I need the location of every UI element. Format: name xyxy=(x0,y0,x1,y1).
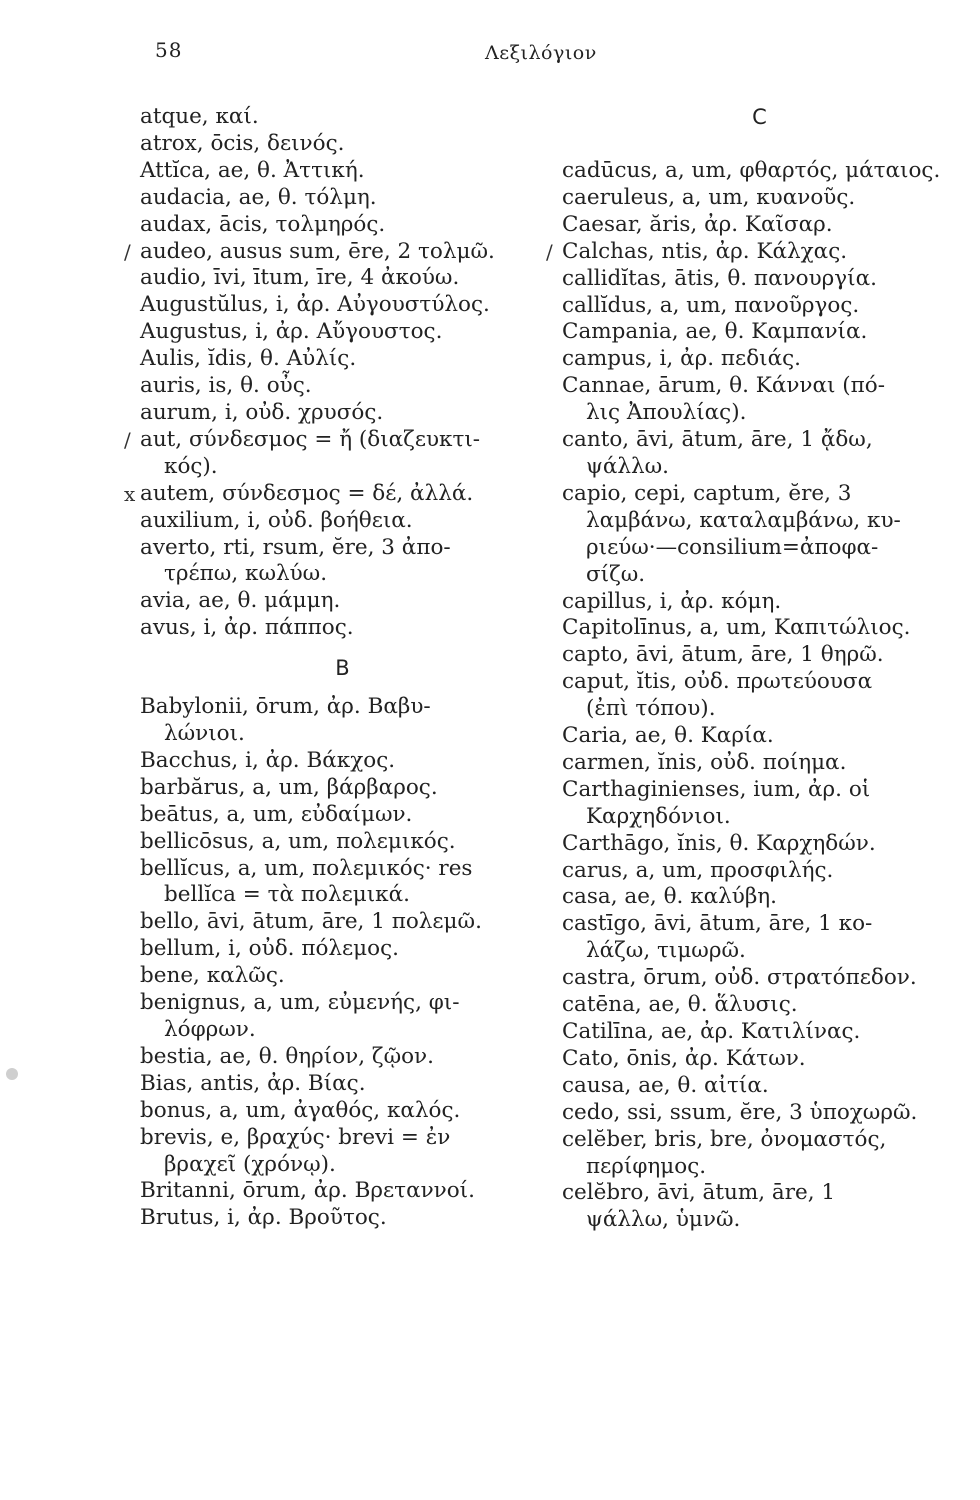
dictionary-entry xyxy=(562,481,957,535)
right-column xyxy=(546,104,957,1234)
dictionary-entry xyxy=(562,884,957,911)
entry-line: callĭdus, a, um, πανοῦργος. xyxy=(562,292,860,318)
entry-line: auxilium, i, οὐδ. βοήθεια. xyxy=(140,507,413,533)
dictionary-entry xyxy=(546,238,957,266)
dictionary-entry xyxy=(562,589,957,616)
entry-line: bene, καλῶς. xyxy=(140,963,285,989)
dictionary-entry xyxy=(140,185,545,212)
dictionary-entry xyxy=(140,990,545,1044)
entry-line: benignus, a, um, εὐμενής, φι- xyxy=(140,990,460,1016)
running-head: Λεξιλόγιον xyxy=(485,42,597,64)
entry-line: castīgo, āvi, ātum, āre, 1 κο- xyxy=(562,911,873,937)
dictionary-entry xyxy=(140,292,545,319)
entry-line: catēna, ae, θ. ἅλυσις. xyxy=(562,992,798,1018)
entry-line: barbărus, a, um, βάρβαρος. xyxy=(140,774,438,800)
entry-line: brevis, e, βραχύς· brevi = ἐν xyxy=(140,1124,451,1150)
dictionary-entry xyxy=(562,1046,957,1073)
entry-line: cadūcus, a, um, φθαρτός, μάταιος. xyxy=(562,158,941,183)
entry-line: bellĭcus, a, um, πολεμικός· res xyxy=(140,855,473,881)
dictionary-entry xyxy=(140,936,545,963)
dictionary-entry xyxy=(562,1073,957,1100)
entry-line: bellicōsus, a, um, πολεμικός. xyxy=(140,828,456,854)
dictionary-entry xyxy=(562,346,957,373)
entry-line: bello, āvi, ātum, āre, 1 πολεμῶ. xyxy=(140,909,482,935)
left-column xyxy=(124,104,545,1232)
dictionary-entry xyxy=(562,723,957,750)
dictionary-entry xyxy=(140,748,545,775)
entries-c-list xyxy=(546,158,957,1234)
dictionary-entry xyxy=(140,909,545,936)
dictionary-entry xyxy=(562,858,957,885)
dictionary-entry xyxy=(562,212,957,239)
entry-line: cedo, ssi, ssum, ĕre, 3 ὑποχωρῶ. xyxy=(562,1099,918,1125)
entry-line: aurum, i, οὐδ. χρυσός. xyxy=(140,399,384,425)
entry-line: carus, a, um, προσφιλής. xyxy=(562,857,834,883)
entry-line: atrox, ōcis, δεινός. xyxy=(140,130,345,156)
entry-line: Attĭca, ae, θ. Ἀττική. xyxy=(140,157,365,183)
entry-line: Cato, ōnis, ἀρ. Κάτων. xyxy=(562,1045,806,1071)
entry-continuation: (ἐπὶ τόπου). xyxy=(586,696,716,722)
dictionary-entry xyxy=(140,694,545,748)
entry-continuation: περίφημος. xyxy=(586,1153,707,1179)
dictionary-entry xyxy=(562,562,957,589)
scan-speck xyxy=(6,1068,18,1080)
dictionary-entry xyxy=(140,131,545,158)
entry-line: Catilīna, ae, ἀρ. Κατιλίνας. xyxy=(562,1019,861,1044)
dictionary-entry xyxy=(562,1127,957,1181)
entry-continuation: λώνιοι. xyxy=(164,721,245,747)
entry-line: canto, āvi, ātum, āre, 1 ᾄδω, xyxy=(562,427,873,453)
entry-line: celĕber, bris, bre, ὀνομαστός, xyxy=(562,1126,887,1152)
entry-line: Capitolīnus, a, um, Καπιτώλιος. xyxy=(562,615,911,641)
dictionary-entry xyxy=(562,911,957,965)
dictionary-entry xyxy=(140,212,545,239)
dictionary-entry xyxy=(124,238,545,266)
dictionary-entry xyxy=(140,265,545,292)
dictionary-entry xyxy=(562,158,957,185)
dictionary-entry xyxy=(140,319,545,346)
entry-continuation: σίζω. xyxy=(586,561,646,587)
dictionary-entry xyxy=(562,427,957,481)
dictionary-entry xyxy=(140,1098,545,1125)
entry-line: Augustus, i, ἀρ. Αὔγουστος. xyxy=(140,319,443,345)
entry-line: autem, σύνδεσμος = δέ, ἀλλά. xyxy=(140,480,474,506)
entry-continuation: Καρχηδόνιοι. xyxy=(586,803,731,829)
entry-line: Brutus, i, ἀρ. Βροῦτος. xyxy=(140,1205,387,1231)
entry-line: bellum, i, οὐδ. πόλεμος. xyxy=(140,936,399,962)
margin-mark: x xyxy=(124,481,136,506)
entry-line: atque, καί. xyxy=(140,104,259,129)
dictionary-entry xyxy=(140,1178,545,1205)
page-number: 58 xyxy=(155,38,183,62)
margin-mark: / xyxy=(124,239,131,264)
entry-line: Aulis, ĭdis, θ. Αὐλίς. xyxy=(140,346,357,372)
dictionary-entry xyxy=(562,992,957,1019)
entry-line: caput, ĭtis, οὐδ. πρωτεύουσα xyxy=(562,669,873,695)
dictionary-entry xyxy=(140,508,545,535)
entry-continuation: bellĭca = τὰ πολεμικά. xyxy=(164,882,410,908)
entry-line: audax, ācis, τολμηρός. xyxy=(140,211,386,237)
entry-continuation: τρέπω, κωλύω. xyxy=(164,561,328,587)
dictionary-entry xyxy=(140,1205,545,1232)
dictionary-entry xyxy=(140,775,545,802)
dictionary-entry xyxy=(124,426,545,481)
dictionary-entry xyxy=(140,1044,545,1071)
dictionary-entry xyxy=(140,1071,545,1098)
entry-line: Bias, antis, ἀρ. Βίας. xyxy=(140,1070,366,1096)
entry-line: avia, ae, θ. μάμμη. xyxy=(140,588,341,614)
dictionary-entry xyxy=(562,642,957,669)
dictionary-entry xyxy=(562,373,957,427)
dictionary-entry xyxy=(140,535,545,589)
entry-line: Carthāgo, ĭnis, θ. Καρχηδών. xyxy=(562,830,876,856)
page-header xyxy=(0,38,980,78)
dictionary-entry xyxy=(562,535,957,562)
entry-line: caeruleus, a, um, κυανοῦς. xyxy=(562,184,856,210)
entry-line: audacia, ae, θ. τόλμη. xyxy=(140,184,377,210)
dictionary-entry xyxy=(140,802,545,829)
dictionary-entry xyxy=(562,965,957,992)
entry-line: Augustŭlus, i, ἀρ. Αὐγουστύλος. xyxy=(140,292,490,318)
entry-continuation: κός). xyxy=(164,453,218,479)
entry-line: capillus, i, ἀρ. κόμη. xyxy=(562,588,782,614)
dictionary-entry xyxy=(562,319,957,346)
entry-line: casa, ae, θ. καλύβη. xyxy=(562,884,777,910)
entry-line: bestia, ae, θ. θηρίον, ζῷον. xyxy=(140,1043,434,1069)
entry-line: aut, σύνδεσμος = ἤ (διαζευκτι- xyxy=(140,426,481,452)
entries-a-list xyxy=(124,104,545,642)
dictionary-entry xyxy=(124,480,545,508)
dictionary-entry xyxy=(140,400,545,427)
entry-continuation: ψάλλω. xyxy=(586,453,669,479)
dictionary-entry xyxy=(562,669,957,723)
margin-mark: / xyxy=(546,239,553,264)
dictionary-entry xyxy=(562,777,957,831)
dictionary-entry xyxy=(140,1125,545,1179)
entry-line: Britanni, ōrum, ἀρ. Βρεταννοί. xyxy=(140,1178,475,1204)
dictionary-entry xyxy=(140,588,545,615)
entry-line: Caesar, ăris, ἀρ. Καῖσαρ. xyxy=(562,211,833,237)
entry-continuation: λαμβάνω, καταλαμβάνω, κυ- xyxy=(586,507,901,533)
entry-line: Babylonii, ōrum, ἀρ. Βαβυ- xyxy=(140,694,431,720)
dictionary-entry xyxy=(140,373,545,400)
entry-line: Caria, ae, θ. Καρία. xyxy=(562,723,774,749)
dictionary-entry xyxy=(140,104,545,131)
entry-line: capio, cepi, captum, ĕre, 3 xyxy=(562,480,852,506)
entry-continuation: ψάλλω, ὑμνῶ. xyxy=(586,1207,741,1233)
dictionary-entry xyxy=(140,346,545,373)
entry-line: Calchas, ntis, ἀρ. Κάλχας. xyxy=(562,238,848,264)
entry-line: averto, rti, rsum, ĕre, 3 ἀπο- xyxy=(140,534,451,560)
dictionary-entry xyxy=(562,293,957,320)
entry-line: beātus, a, um, εὐδαίμων. xyxy=(140,801,413,827)
dictionary-entry xyxy=(562,1019,957,1046)
entry-line: audeo, ausus sum, ēre, 2 τολμῶ. xyxy=(140,238,495,264)
dictionary-entry xyxy=(562,831,957,858)
section-heading-c: C xyxy=(752,105,767,129)
dictionary-entry xyxy=(140,829,545,856)
entry-line: causa, ae, θ. αἰτία. xyxy=(562,1072,769,1098)
dictionary-entry xyxy=(562,266,957,293)
margin-mark: / xyxy=(124,427,131,452)
dictionary-entry xyxy=(562,615,957,642)
entry-line: castra, ōrum, οὐδ. στρατόπεδον. xyxy=(562,965,917,991)
entry-continuation: λάζω, τιμωρῶ. xyxy=(586,938,746,964)
dictionary-entry xyxy=(562,750,957,777)
entry-line: Campania, ae, θ. Καμπανία. xyxy=(562,319,868,345)
entry-continuation: βραχεῖ (χρόνῳ). xyxy=(164,1151,336,1177)
entry-line: campus, i, ἀρ. πεδιάς. xyxy=(562,346,801,372)
entry-line: Cannae, ārum, θ. Κάνναι (πό- xyxy=(562,373,886,399)
entry-line: avus, i, ἀρ. πάππος. xyxy=(140,615,354,641)
dictionary-entry xyxy=(140,615,545,642)
entry-line: celĕbro, āvi, ātum, āre, 1 xyxy=(562,1180,836,1206)
entry-line: bonus, a, um, ἀγαθός, καλός. xyxy=(140,1097,461,1123)
entry-line: callidĭtas, ātis, θ. πανουργία. xyxy=(562,265,877,291)
dictionary-entry xyxy=(562,1180,957,1234)
dictionary-entry xyxy=(140,963,545,990)
section-heading-b: B xyxy=(335,656,350,681)
entry-line: audio, īvi, ītum, īre, 4 ἀκούω. xyxy=(140,265,460,291)
entry-line: Bacchus, i, ἀρ. Βάκχος. xyxy=(140,747,396,773)
entries-b-list xyxy=(140,694,545,1232)
entry-line: auris, is, θ. οὖς. xyxy=(140,373,312,399)
entry-line: carmen, ĭnis, οὐδ. ποίημα. xyxy=(562,749,847,775)
entry-continuation: λόφρων. xyxy=(164,1017,256,1042)
dictionary-entry xyxy=(562,185,957,212)
dictionary-entry xyxy=(140,856,545,910)
entry-line: Carthaginienses, ium, ἀρ. οἱ xyxy=(562,776,871,802)
dictionary-entry xyxy=(140,158,545,185)
entry-continuation: λις Ἀπουλίας). xyxy=(586,400,747,426)
entry-continuation: ριεύω·—consilium=ἀποφα- xyxy=(586,534,879,560)
entry-line: capto, āvi, ātum, āre, 1 θηρῶ. xyxy=(562,642,884,668)
dictionary-entry xyxy=(562,1100,957,1127)
